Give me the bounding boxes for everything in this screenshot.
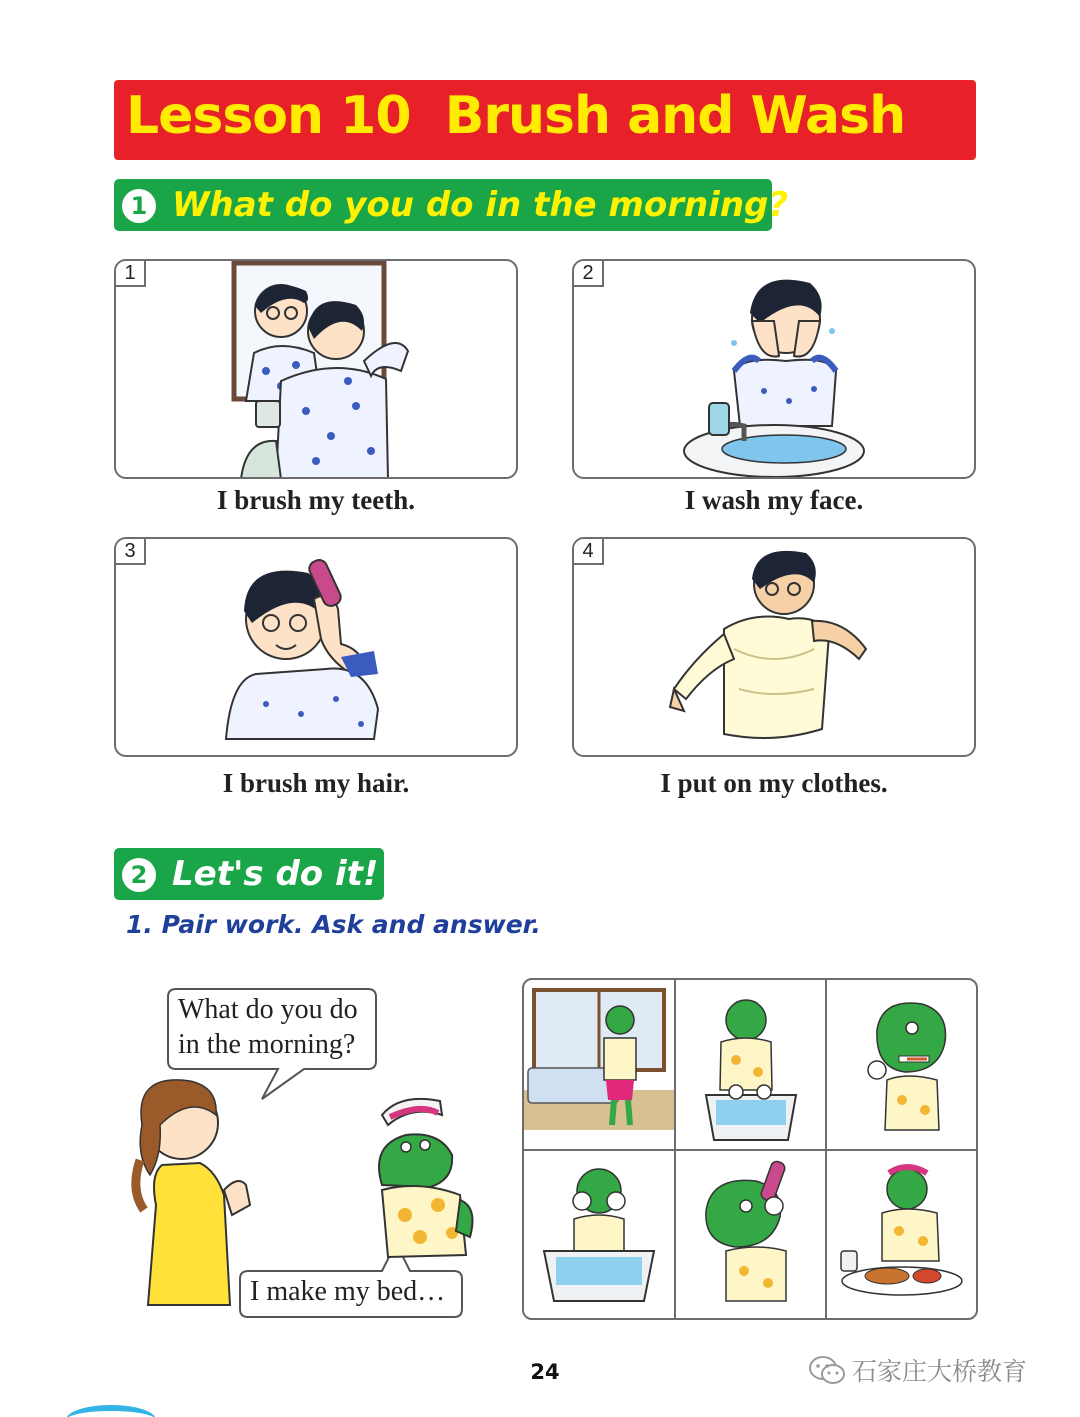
lesson-title-bar (114, 80, 976, 160)
dinosaur-eating-breakfast-icon (827, 1151, 977, 1320)
panel-brush-teeth (114, 259, 518, 479)
panel-number: 2 (574, 261, 604, 287)
panel-number: 3 (116, 539, 146, 565)
caption-put-on-clothes: I put on my clothes. (660, 768, 888, 798)
panel-number: 1 (116, 261, 146, 287)
caption-brush-hair: I brush my hair. (222, 768, 410, 798)
dinosaur-washing-hands-icon (676, 980, 826, 1149)
cell-wash-face (524, 1151, 674, 1320)
dinosaur-brushing-teeth-icon (827, 980, 977, 1149)
activity-picture-grid (522, 978, 978, 1320)
question-line-1: What do you do (178, 994, 358, 1025)
section-1-heading: What do you do in the morning? (172, 185, 789, 225)
panel-number: 4 (574, 539, 604, 565)
cell-eat-breakfast (827, 1151, 977, 1320)
caption-wash-face: I wash my face. (684, 485, 864, 515)
cell-wash-hands (676, 980, 826, 1149)
boy-brushing-teeth-illustration (116, 261, 518, 479)
boy-brushing-hair-illustration (116, 539, 518, 757)
answer-text: I make my bed… (250, 1276, 446, 1307)
cell-brush-hair (676, 1151, 826, 1320)
watermark (808, 1352, 1027, 1388)
dinosaur-making-bed-icon (524, 980, 674, 1149)
panel-brush-hair (114, 537, 518, 757)
page-number: 24 (530, 1360, 560, 1384)
panel-put-on-clothes (572, 537, 976, 757)
section-2-header (114, 848, 384, 900)
dinosaur-washing-face-icon (524, 1151, 674, 1320)
lesson-title: Lesson 10 Brush and Wash (126, 86, 906, 146)
pair-work-instruction: 1. Pair work. Ask and answer. (126, 910, 541, 939)
boy-dressing-illustration (574, 539, 976, 757)
section-2-heading: Let's do it! (172, 854, 379, 894)
question-line-2: in the morning? (178, 1029, 356, 1060)
cell-make-bed (524, 980, 674, 1149)
watermark-text: 石家庄大桥教育 (852, 1357, 1028, 1386)
boy-washing-face-illustration (574, 261, 976, 479)
corner-decoration (66, 1405, 156, 1417)
wechat-icon (808, 1354, 846, 1386)
section-1-number: 1 (122, 189, 156, 223)
caption-brush-teeth: I brush my teeth. (216, 485, 415, 515)
panel-wash-face (572, 259, 976, 479)
section-2-number: 2 (122, 858, 156, 892)
section-1-header (114, 179, 789, 231)
dinosaur-brushing-hair-icon (676, 1151, 826, 1320)
cell-brush-teeth (827, 980, 977, 1149)
